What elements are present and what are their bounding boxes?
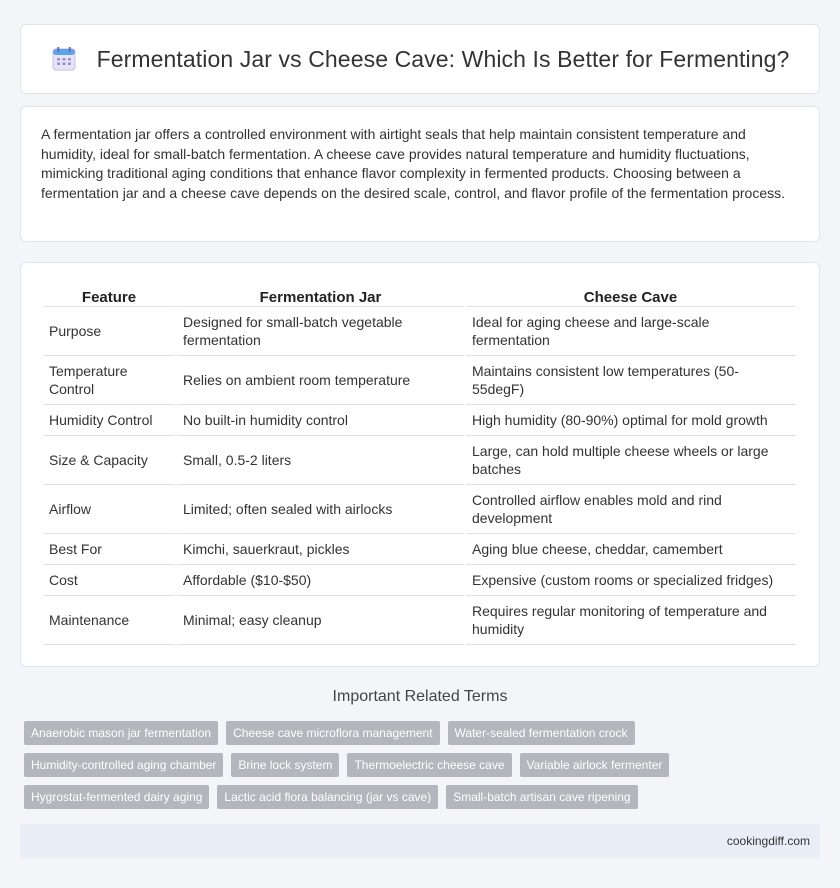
related-term-tag[interactable]: Lactic acid flora balancing (jar vs cave) [217,785,438,809]
intro-section [20,106,820,242]
feature-cell: Best For [43,534,175,565]
related-term-tag[interactable]: Water-sealed fermentation crock [448,721,635,745]
jar-cell: Small, 0.5-2 liters [177,436,464,485]
table-row [43,565,795,596]
tag-row [24,753,824,777]
page-footer [20,824,820,858]
feature-cell: Airflow [43,485,175,534]
comparison-table [41,283,797,645]
related-term-tag[interactable]: Brine lock system [231,753,339,777]
jar-cell: Affordable ($10-$50) [177,565,464,596]
tag-row [24,785,824,809]
footer-site-link[interactable]: cookingdiff.com [726,834,810,848]
cave-cell: Expensive (custom rooms or specialized fridges) [466,565,795,596]
comparison-table-card [20,262,820,667]
jar-cell: Designed for small-batch vegetable fermentation [177,307,464,356]
feature-cell: Maintenance [43,596,175,645]
cave-cell: Large, can hold multiple cheese wheels or large batches [466,436,795,485]
related-terms-tags [24,721,824,817]
feature-cell: Humidity Control [43,405,175,436]
cave-cell: Aging blue cheese, cheddar, camembert [466,534,795,565]
related-term-tag[interactable]: Variable airlock fermenter [520,753,670,777]
cave-cell: High humidity (80-90%) optimal for mold growth [466,405,795,436]
feature-cell: Cost [43,565,175,596]
cave-cell: Maintains consistent low temperatures (50-55degF) [466,356,795,405]
jar-cell: Minimal; easy cleanup [177,596,464,645]
page-title: Fermentation Jar vs Cheese Cave: Which Is Better for Fermenting? [96,45,790,72]
feature-cell: Purpose [43,307,175,356]
header-fermentation-jar: Fermentation Jar [177,283,464,307]
cave-cell: Controlled airflow enables mold and rind development [466,485,795,534]
feature-cell: Temperature Control [43,356,175,405]
table-row [43,485,795,534]
related-term-tag[interactable]: Hygrostat-fermented dairy aging [24,785,209,809]
table-row [43,405,795,436]
tag-row [24,721,824,745]
table-row [43,356,795,405]
related-term-tag[interactable]: Cheese cave microflora management [226,721,439,745]
related-term-tag[interactable]: Thermoelectric cheese cave [347,753,511,777]
cave-cell: Requires regular monitoring of temperature and humidity [466,596,795,645]
intro-text: A fermentation jar offers a controlled environment with airtight seals that help maintain consistent temperature and humidity, ideal for small-batch fermentation. A cheese cave provides natural temperature and humidity fluctuations, mimicking traditional aging conditions that enhance flavor complexity in fermented products. Choosing between a fermentation jar and a cheese cave depends on the desired scale, control, and flavor profile of the fermentation process. [41,126,785,201]
header-feature: Feature [43,283,175,307]
related-term-tag[interactable]: Anaerobic mason jar fermentation [24,721,218,745]
related-terms-title: Important Related Terms [332,688,508,705]
jar-cell: Limited; often sealed with airlocks [177,485,464,534]
page-header [20,24,820,94]
table-header-row [43,283,795,307]
header-cheese-cave: Cheese Cave [466,283,795,307]
table-row [43,596,795,645]
table-row [43,534,795,565]
cave-cell: Ideal for aging cheese and large-scale fermentation [466,307,795,356]
table-row [43,436,795,485]
related-term-tag[interactable]: Small-batch artisan cave ripening [446,785,637,809]
feature-cell: Size & Capacity [43,436,175,485]
jar-cell: No built-in humidity control [177,405,464,436]
jar-cell: Relies on ambient room temperature [177,356,464,405]
calendar-icon [51,46,77,72]
table-row [43,307,795,356]
jar-cell: Kimchi, sauerkraut, pickles [177,534,464,565]
related-term-tag[interactable]: Humidity-controlled aging chamber [24,753,223,777]
